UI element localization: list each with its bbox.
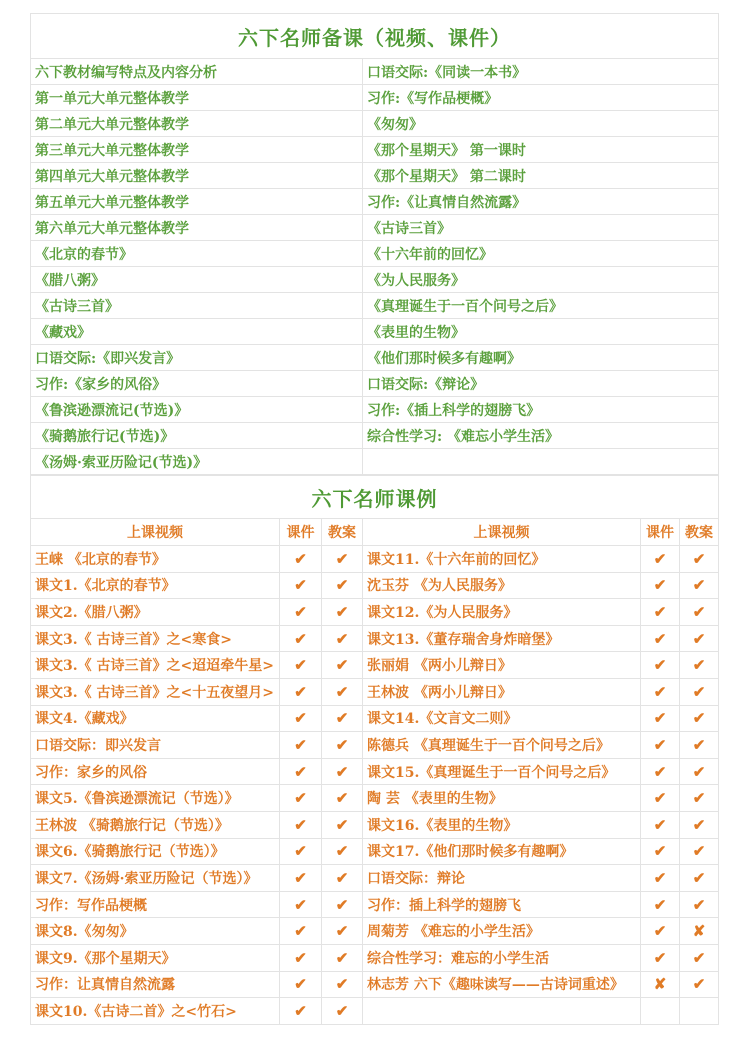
resource-cell[interactable]: 《鲁滨逊漂流记(节选)》 (31, 397, 363, 423)
resource-row (31, 189, 719, 215)
lesson-row (31, 838, 719, 865)
lesson-row (31, 652, 719, 679)
lesson-row (31, 572, 719, 599)
check-icon: ✔ (680, 652, 719, 679)
check-icon: ✔ (680, 546, 719, 573)
check-icon: ✔ (641, 811, 680, 838)
lesson-video-cell[interactable]: 习作：写作品梗概 (31, 891, 280, 918)
lesson-video-cell[interactable]: 周菊芳 《难忘的小学生活》 (363, 918, 641, 945)
check-icon: ✔ (680, 599, 719, 626)
lesson-row (31, 758, 719, 785)
lesson-video-cell[interactable]: 王崃 《北京的春节》 (31, 546, 280, 573)
resource-cell[interactable]: 《古诗三首》 (31, 293, 363, 319)
check-icon: ✔ (280, 944, 322, 971)
resource-cell[interactable]: 综合性学习: 《难忘小学生活》 (363, 423, 719, 449)
lesson-video-cell[interactable]: 沈玉芬 《为人民服务》 (363, 572, 641, 599)
resource-cell[interactable] (363, 449, 719, 475)
resource-row (31, 215, 719, 241)
check-icon: ✔ (680, 705, 719, 732)
check-icon: ✔ (280, 652, 322, 679)
column-header: 课件 (641, 519, 680, 546)
check-icon: ✔ (280, 758, 322, 785)
resource-row (31, 137, 719, 163)
check-icon: ✔ (641, 652, 680, 679)
check-icon: ✔ (641, 732, 680, 759)
lesson-video-cell[interactable]: 课文3.《 古诗三首》之<寒食> (31, 625, 280, 652)
lesson-video-cell[interactable]: 王林波 《骑鹅旅行记（节选）》 (31, 811, 280, 838)
check-icon: ✔ (641, 678, 680, 705)
lesson-video-cell[interactable]: 王林波 《两小儿辩日》 (363, 678, 641, 705)
check-icon: ✔ (680, 944, 719, 971)
cross-icon: ✘ (680, 918, 719, 945)
lesson-video-cell[interactable]: 口语交际：辩论 (363, 865, 641, 892)
lesson-row (31, 678, 719, 705)
check-icon: ✔ (280, 811, 322, 838)
check-icon: ✔ (322, 811, 363, 838)
lesson-video-cell[interactable]: 课文13.《董存瑞舍身炸暗堡》 (363, 625, 641, 652)
lesson-video-cell[interactable]: 习作：让真情自然流露 (31, 971, 280, 998)
lesson-video-cell[interactable]: 课文17.《他们那时候多有趣啊》 (363, 838, 641, 865)
lesson-row (31, 998, 719, 1025)
check-icon: ✔ (322, 705, 363, 732)
check-icon: ✔ (322, 572, 363, 599)
check-icon: ✔ (322, 625, 363, 652)
check-icon: ✔ (280, 785, 322, 812)
lesson-table (30, 475, 719, 1025)
resource-cell[interactable]: 《真理诞生于一百个问号之后》 (363, 293, 719, 319)
resource-row (31, 371, 719, 397)
lesson-video-cell[interactable]: 课文4.《藏戏》 (31, 705, 280, 732)
resource-cell[interactable]: 习作:《让真情自然流露》 (363, 189, 719, 215)
lesson-video-cell[interactable]: 课文16.《表里的生物》 (363, 811, 641, 838)
check-icon: ✔ (322, 891, 363, 918)
lesson-video-cell[interactable]: 课文2.《腊八粥》 (31, 599, 280, 626)
resource-cell[interactable]: 第五单元大单元整体教学 (31, 189, 363, 215)
check-icon: ✔ (322, 918, 363, 945)
check-icon: ✔ (322, 652, 363, 679)
resource-cell[interactable]: 《表里的生物》 (363, 319, 719, 345)
check-icon: ✔ (322, 865, 363, 892)
resource-cell[interactable]: 《十六年前的回忆》 (363, 241, 719, 267)
check-icon: ✔ (280, 732, 322, 759)
check-icon: ✔ (641, 546, 680, 573)
resource-cell[interactable]: 第二单元大单元整体教学 (31, 111, 363, 137)
resource-cell[interactable]: 第六单元大单元整体教学 (31, 215, 363, 241)
check-icon: ✔ (680, 865, 719, 892)
column-header: 上课视频 (31, 519, 280, 546)
check-icon: ✔ (641, 572, 680, 599)
check-icon: ✔ (280, 625, 322, 652)
check-icon: ✔ (641, 758, 680, 785)
lesson-row (31, 546, 719, 573)
resource-row (31, 111, 719, 137)
check-icon: ✔ (322, 678, 363, 705)
resource-row (31, 59, 719, 85)
check-icon: ✔ (680, 971, 719, 998)
check-icon: ✔ (641, 625, 680, 652)
resource-cell[interactable]: 《藏戏》 (31, 319, 363, 345)
lesson-video-cell[interactable]: 课文8.《匆匆》 (31, 918, 280, 945)
check-icon: ✔ (280, 865, 322, 892)
column-header: 课件 (280, 519, 322, 546)
check-icon: ✔ (641, 891, 680, 918)
lesson-video-cell[interactable]: 陶 芸 《表里的生物》 (363, 785, 641, 812)
check-icon: ✔ (680, 572, 719, 599)
check-icon: ✔ (641, 944, 680, 971)
check-icon: ✔ (280, 572, 322, 599)
check-icon: ✔ (280, 546, 322, 573)
resource-cell[interactable]: 《匆匆》 (363, 111, 719, 137)
check-icon: ✔ (322, 838, 363, 865)
resource-cell[interactable]: 《古诗三首》 (363, 215, 719, 241)
check-icon: ✔ (322, 998, 363, 1025)
check-icon: ✔ (680, 811, 719, 838)
check-icon: ✔ (641, 865, 680, 892)
lesson-video-cell[interactable]: 陈德兵 《真理诞生于一百个问号之后》 (363, 732, 641, 759)
lesson-video-cell[interactable]: 课文1.《北京的春节》 (31, 572, 280, 599)
document-sheet (30, 13, 718, 1025)
lesson-table-title: 六下名师课例 (31, 476, 719, 519)
check-icon: ✔ (280, 998, 322, 1025)
lesson-video-cell[interactable]: 课文14.《文言文二则》 (363, 705, 641, 732)
resource-row (31, 319, 719, 345)
resource-row (31, 423, 719, 449)
resource-row (31, 345, 719, 371)
lesson-row (31, 918, 719, 945)
lesson-video-cell[interactable]: 口语交际：即兴发言 (31, 732, 280, 759)
check-icon: ✔ (322, 785, 363, 812)
lesson-video-cell[interactable]: 课文11.《十六年前的回忆》 (363, 546, 641, 573)
check-icon: ✔ (641, 599, 680, 626)
lesson-table-header (31, 519, 719, 546)
resource-cell[interactable]: 《汤姆·索亚历险记(节选)》 (31, 449, 363, 475)
resource-cell[interactable]: 第四单元大单元整体教学 (31, 163, 363, 189)
column-header: 教案 (322, 519, 363, 546)
lesson-video-cell[interactable]: 课文9.《那个星期天》 (31, 944, 280, 971)
lesson-row (31, 732, 719, 759)
lesson-row (31, 971, 719, 998)
lesson-video-cell[interactable]: 课文6.《骑鹅旅行记（节选）》 (31, 838, 280, 865)
resource-cell[interactable]: 习作:《写作品梗概》 (363, 85, 719, 111)
lesson-row (31, 599, 719, 626)
resource-cell[interactable]: 《那个星期天》 第二课时 (363, 163, 719, 189)
check-icon: ✔ (280, 599, 322, 626)
check-icon: ✔ (680, 891, 719, 918)
cross-icon: ✘ (641, 971, 680, 998)
resource-cell[interactable]: 第三单元大单元整体教学 (31, 137, 363, 163)
column-header: 上课视频 (363, 519, 641, 546)
resource-table (30, 13, 719, 475)
column-header: 教案 (680, 519, 719, 546)
lesson-video-cell[interactable]: 课文15.《真理诞生于一百个问号之后》 (363, 758, 641, 785)
check-icon: ✔ (322, 732, 363, 759)
resource-row (31, 241, 719, 267)
resource-row (31, 85, 719, 111)
check-icon (641, 998, 680, 1025)
check-icon: ✔ (322, 971, 363, 998)
check-icon: ✔ (680, 785, 719, 812)
resource-cell[interactable]: 《腊八粥》 (31, 267, 363, 293)
check-icon: ✔ (680, 625, 719, 652)
resource-row (31, 449, 719, 475)
lesson-video-cell[interactable]: 综合性学习：难忘的小学生活 (363, 944, 641, 971)
lesson-row (31, 705, 719, 732)
resource-cell[interactable]: 第一单元大单元整体教学 (31, 85, 363, 111)
resource-row (31, 293, 719, 319)
check-icon: ✔ (641, 785, 680, 812)
lesson-row (31, 944, 719, 971)
lesson-row (31, 891, 719, 918)
check-icon: ✔ (680, 838, 719, 865)
resource-row (31, 163, 719, 189)
resource-cell[interactable]: 《他们那时候多有趣啊》 (363, 345, 719, 371)
check-icon (680, 998, 719, 1025)
resource-row (31, 397, 719, 423)
lesson-row (31, 865, 719, 892)
check-icon: ✔ (280, 918, 322, 945)
check-icon: ✔ (680, 678, 719, 705)
check-icon: ✔ (641, 705, 680, 732)
resource-cell[interactable]: 《为人民服务》 (363, 267, 719, 293)
resource-cell[interactable]: 《那个星期天》 第一课时 (363, 137, 719, 163)
resource-cell[interactable]: 六下教材编写特点及内容分析 (31, 59, 363, 85)
check-icon: ✔ (322, 944, 363, 971)
lesson-row (31, 625, 719, 652)
lesson-video-cell[interactable]: 课文3.《 古诗三首》之<十五夜望月> (31, 678, 280, 705)
check-icon: ✔ (680, 732, 719, 759)
resource-cell[interactable]: 《北京的春节》 (31, 241, 363, 267)
check-icon: ✔ (280, 971, 322, 998)
check-icon: ✔ (641, 838, 680, 865)
lesson-video-cell[interactable]: 课文3.《 古诗三首》之<迢迢牵牛星> (31, 652, 280, 679)
check-icon: ✔ (680, 758, 719, 785)
lesson-video-cell[interactable]: 张丽娟 《两小儿辩日》 (363, 652, 641, 679)
check-icon: ✔ (280, 705, 322, 732)
resource-cell[interactable]: 《骑鹅旅行记(节选)》 (31, 423, 363, 449)
check-icon: ✔ (322, 599, 363, 626)
lesson-video-cell[interactable]: 林志芳 六下《趣味读写——古诗词重述》 (363, 971, 641, 998)
check-icon: ✔ (280, 838, 322, 865)
resource-row (31, 267, 719, 293)
lesson-video-cell[interactable]: 课文12.《为人民服务》 (363, 599, 641, 626)
check-icon: ✔ (322, 546, 363, 573)
resource-table-title: 六下名师备课（视频、课件） (31, 14, 719, 59)
check-icon: ✔ (641, 918, 680, 945)
lesson-row (31, 811, 719, 838)
resource-cell[interactable]: 口语交际:《即兴发言》 (31, 345, 363, 371)
lesson-video-cell[interactable] (363, 998, 641, 1025)
lesson-row (31, 785, 719, 812)
lesson-video-cell[interactable]: 课文10.《古诗二首》之<竹石> (31, 998, 280, 1025)
resource-cell[interactable]: 习作:《插上科学的翅膀飞》 (363, 397, 719, 423)
check-icon: ✔ (280, 891, 322, 918)
check-icon: ✔ (280, 678, 322, 705)
lesson-video-cell[interactable]: 课文7.《汤姆·索亚历险记（节选）》 (31, 865, 280, 892)
resource-cell[interactable]: 口语交际:《辩论》 (363, 371, 719, 397)
lesson-video-cell[interactable]: 习作：插上科学的翅膀飞 (363, 891, 641, 918)
resource-cell[interactable]: 口语交际:《同读一本书》 (363, 59, 719, 85)
lesson-video-cell[interactable]: 习作：家乡的风俗 (31, 758, 280, 785)
lesson-video-cell[interactable]: 课文5.《鲁滨逊漂流记（节选）》 (31, 785, 280, 812)
resource-cell[interactable]: 习作:《家乡的风俗》 (31, 371, 363, 397)
check-icon: ✔ (322, 758, 363, 785)
